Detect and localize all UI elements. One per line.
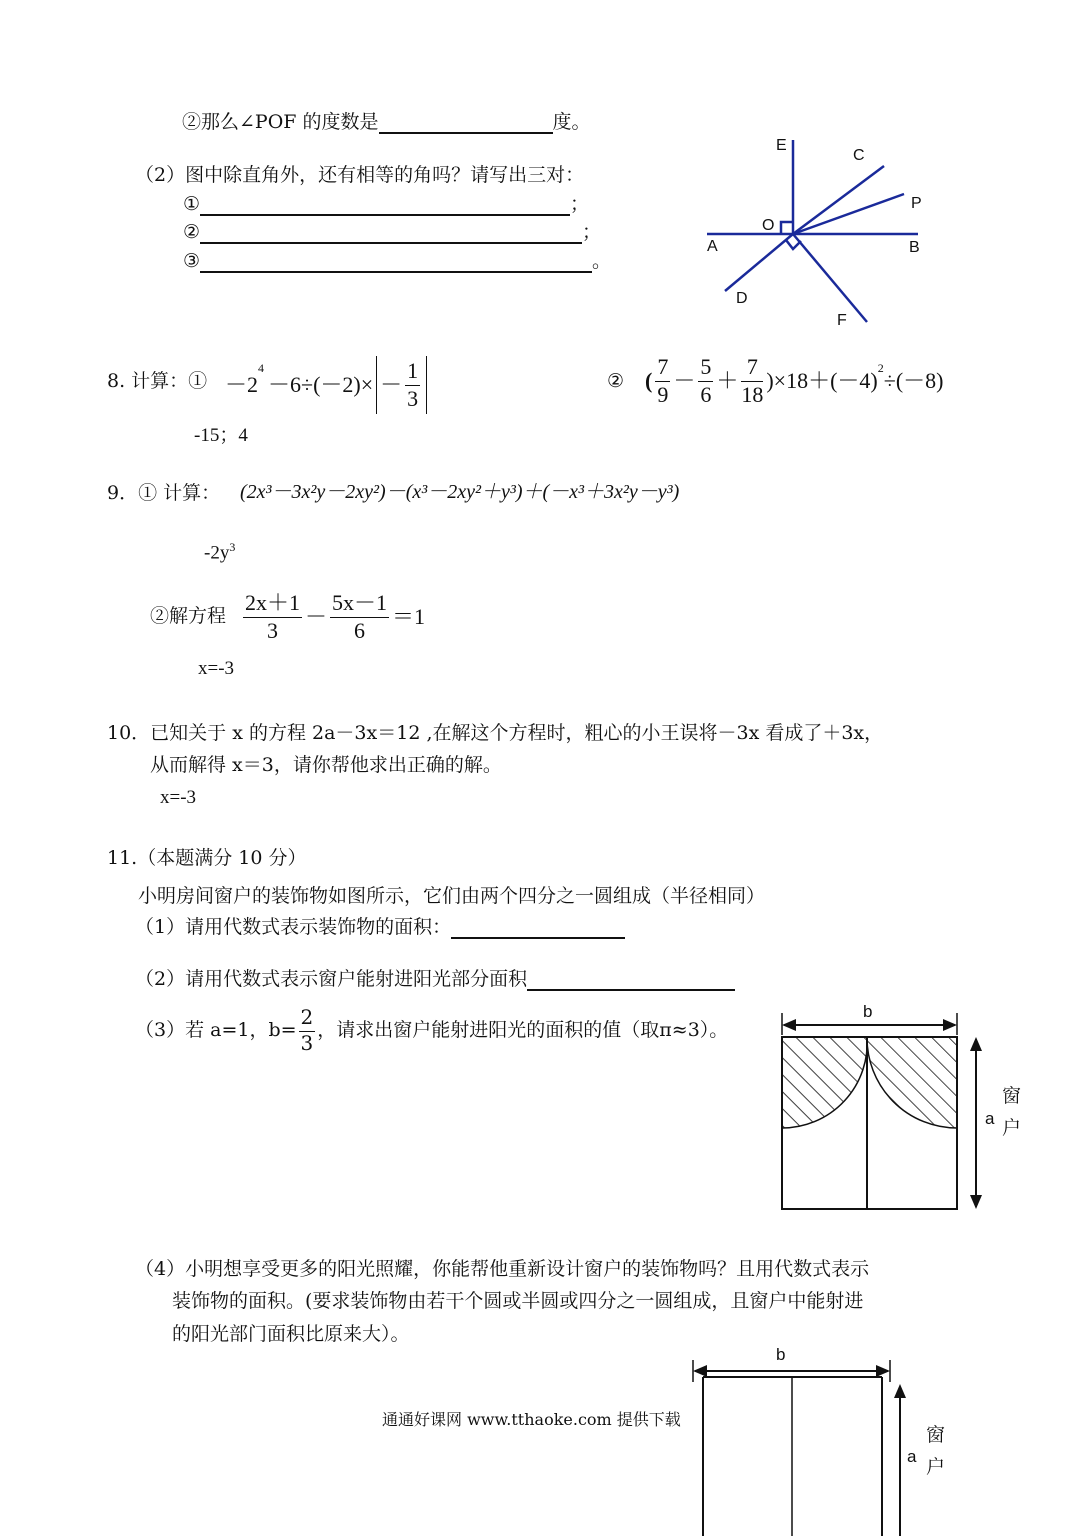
q11-part-1-text: （1）请用代数式表示装饰物的面积： xyxy=(135,916,452,938)
arrowhead-left xyxy=(782,1019,796,1031)
blank-label-1: ① xyxy=(183,193,201,215)
q11-part-3-a: （3）若 a=1，b= xyxy=(135,1019,297,1041)
dim2-label-a: a xyxy=(907,1447,917,1466)
q8-f3-den: 18 xyxy=(741,382,764,408)
q9-f2-num: 5x－1 xyxy=(330,590,389,618)
q8-frac-7-9 xyxy=(655,354,670,408)
q8-f3-num: 7 xyxy=(741,354,763,382)
quarter-circle-left xyxy=(782,1037,867,1128)
q9-answer-1-base: -2y xyxy=(204,542,230,564)
answer-blank-1[interactable] xyxy=(200,195,570,216)
q8-e2-close: )×18＋(－4) xyxy=(766,367,878,393)
ray-of xyxy=(793,234,867,322)
q8-e1-a: －2 xyxy=(225,371,259,397)
q11-part-4-line-1: （4）小明想享受更多的阳光照耀，你能帮他重新设计窗户的装饰物吗？且用代数式表示 xyxy=(135,1258,870,1280)
q9-f1-den: 3 xyxy=(267,618,278,644)
q8-answer: -15；4 xyxy=(194,425,248,446)
q7-blank-row-2 xyxy=(183,223,601,244)
q8-frac-7-18 xyxy=(741,354,763,408)
angle-diagram xyxy=(700,130,940,330)
q11-part-4-line-2: 装饰物的面积。(要求装饰物由若干个圆或半圆或四分之一圆组成，且窗户中能射进 xyxy=(172,1290,864,1312)
q11-title: 11.（本题满分 10 分） xyxy=(107,847,307,869)
label-hu-2: 户 xyxy=(926,1457,946,1478)
label-hu-1: 户 xyxy=(1002,1118,1022,1139)
q9-answer-2: x=-3 xyxy=(198,658,235,679)
ray-oc xyxy=(793,166,884,234)
q7-blank-row-3 xyxy=(183,252,611,273)
dim2-label-b: b xyxy=(776,1345,786,1364)
arrowhead-top xyxy=(970,1037,982,1051)
label-e: E xyxy=(776,137,787,154)
q8-frac-5-6 xyxy=(698,354,713,408)
q7-part1-2-text: ②那么∠POF 的度数是 xyxy=(182,111,379,133)
dim-label-b: b xyxy=(863,1002,873,1021)
right-angle-mark-eoa xyxy=(781,222,793,234)
window-diagram-original xyxy=(770,995,1040,1245)
blank-end-3: 。 xyxy=(592,250,612,272)
q9-answer-1-exp: 3 xyxy=(229,540,236,554)
q11-part-1 xyxy=(135,918,625,939)
answer-blank-pof[interactable] xyxy=(379,113,553,134)
window-diagram-redesign xyxy=(685,1340,955,1536)
q7-blank-row-1 xyxy=(183,195,589,216)
arrowhead-bottom xyxy=(970,1195,982,1209)
q8-abs-value xyxy=(376,356,427,414)
blank-label-3: ③ xyxy=(183,250,201,272)
q8-e2-open: ( xyxy=(645,367,653,393)
q11-part-3 xyxy=(135,1006,728,1055)
quarter-circle-right xyxy=(867,1037,957,1128)
label-window-1: 窗 xyxy=(1002,1086,1022,1107)
q10-line-1: 10．已知关于 x 的方程 2a－3x＝12 ,在解这个方程时，粗心的小王误将－3x 看成了＋3x， xyxy=(107,722,884,744)
label-o: O xyxy=(762,217,775,234)
ray-od xyxy=(725,234,793,291)
q9-f2-den: 6 xyxy=(354,618,366,644)
q9-label: 9．① 计算： xyxy=(107,482,221,504)
q10-line-2: 从而解得 x＝3，请你帮他求出正确的解。 xyxy=(150,754,502,776)
ray-op xyxy=(793,194,904,234)
q9-rhs: ＝1 xyxy=(392,603,426,629)
q11-frac-den: 3 xyxy=(300,1031,314,1055)
q9-frac-right xyxy=(330,590,389,644)
q8-label-2: ② xyxy=(607,370,625,392)
q8-fraction-third xyxy=(405,358,420,412)
label-f: F xyxy=(837,312,847,329)
q9-f1-num: 2x＋1 xyxy=(243,590,302,618)
q8-frac-den: 3 xyxy=(407,386,419,412)
label-c: C xyxy=(853,147,865,164)
q11-part-2-text: （2）请用代数式表示窗户能射进阳光部分面积 xyxy=(135,968,528,990)
q7-part2-prompt: （2）图中除直角外，还有相等的角吗？请写出三对： xyxy=(135,164,585,186)
label-d: D xyxy=(736,290,748,307)
q7-part1-2-end: 度。 xyxy=(552,111,591,133)
label-p: P xyxy=(911,195,922,212)
q8-f2-den: 6 xyxy=(700,382,712,408)
arrowhead2-top xyxy=(894,1384,906,1398)
q9-frac-left xyxy=(243,590,302,644)
q8-e2-exp: 2 xyxy=(877,361,884,375)
q8-op2: ＋ xyxy=(716,367,739,393)
q9-expression: (2x³－3x²y－2xy²)－(x³－2xy²＋y³)＋(－x³＋3x²y－y³) xyxy=(240,481,680,503)
q8-frac-num: 1 xyxy=(405,358,420,386)
page-footer: 通通好课网 www.tthaoke.com 提供下载 xyxy=(382,1410,681,1429)
q8-f2-num: 5 xyxy=(698,354,713,382)
q11-frac-two-thirds xyxy=(299,1006,316,1055)
answer-blank-sunlight-area[interactable] xyxy=(527,970,735,991)
q11-part-4-line-3: 的阳光部门面积比原来大）。 xyxy=(172,1323,410,1345)
q8-label: 8. 计算：① xyxy=(107,370,208,392)
q8-f1-den: 9 xyxy=(657,382,669,408)
q8-e1-exp: 4 xyxy=(258,361,265,375)
label-a: A xyxy=(707,238,718,255)
arrowhead2-right xyxy=(876,1365,890,1377)
q11-intro: 小明房间窗户的装饰物如图所示，它们由两个四分之一圆组成（半径相同） xyxy=(138,885,766,907)
q9-equation xyxy=(240,590,425,644)
blank-end-2: ； xyxy=(582,221,602,243)
q7-part1-2 xyxy=(182,113,591,134)
q11-part-3-b: ，请求出窗户能射进阳光的面积的值（取π≈3）。 xyxy=(317,1019,729,1041)
q8-e2-end: ÷(－8) xyxy=(883,367,944,393)
q9-op: － xyxy=(305,603,328,629)
arrowhead2-left xyxy=(693,1365,707,1377)
q8-abs-sign: － xyxy=(380,371,403,397)
q9-answer-1 xyxy=(204,541,235,562)
blank-label-2: ② xyxy=(183,221,201,243)
q10-answer: x=-3 xyxy=(160,787,197,808)
q11-frac-num: 2 xyxy=(299,1006,316,1032)
q11-part-2 xyxy=(135,970,735,991)
label-b: B xyxy=(909,239,920,256)
arrowhead-right xyxy=(943,1019,957,1031)
q8-op1: － xyxy=(673,367,696,393)
q8-expression-1 xyxy=(225,356,427,414)
answer-blank-3[interactable] xyxy=(200,252,592,273)
q9-part2-label: ②解方程 xyxy=(150,605,227,627)
answer-blank-decoration-area[interactable] xyxy=(451,918,625,939)
blank-end-1: ； xyxy=(570,193,590,215)
dim-label-a: a xyxy=(985,1109,995,1128)
label-window-2: 窗 xyxy=(926,1425,946,1446)
q8-expression-2 xyxy=(645,354,943,408)
answer-blank-2[interactable] xyxy=(200,223,582,244)
q8-e1-b: －6÷(－2)× xyxy=(268,371,374,397)
q8-f1-num: 7 xyxy=(655,354,670,382)
